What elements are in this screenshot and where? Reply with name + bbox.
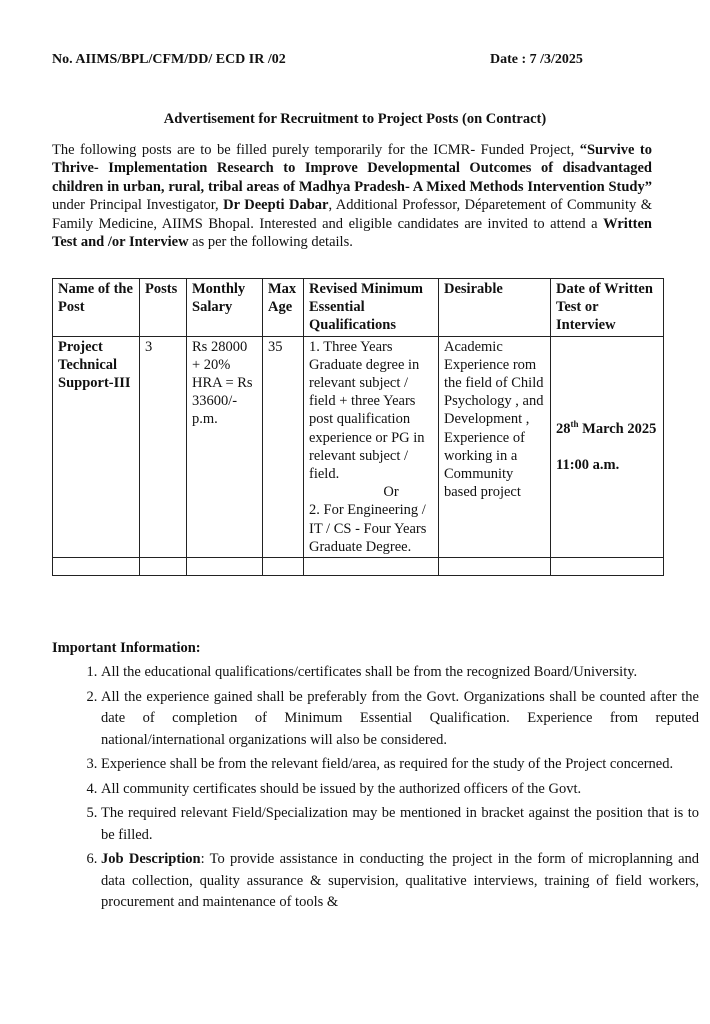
cell-post-name xyxy=(53,336,140,557)
header-post-name: Name of the Post xyxy=(53,279,140,337)
cell-posts: 3 xyxy=(140,336,187,557)
header-max-age: Max Age xyxy=(263,279,304,337)
table-row-empty xyxy=(53,558,664,576)
reference-number: No. AIIMS/BPL/CFM/DD/ ECD IR /02 xyxy=(52,52,286,67)
posts-table xyxy=(52,278,664,576)
table-row xyxy=(53,336,664,557)
important-info-list xyxy=(52,662,699,917)
qualification-2: 2. For Engineering / IT / CS - Four Years Graduate Degree. xyxy=(309,502,427,555)
cell-qualifications xyxy=(304,336,439,557)
job-description-label: Job Description xyxy=(101,851,201,867)
advertisement-title: Advertisement for Recruitment to Project Posts (on Contract) xyxy=(163,111,547,127)
empty-cell xyxy=(439,558,551,576)
empty-cell xyxy=(551,558,664,576)
qualification-1: 1. Three Years Graduate degree in relevant subject / field + three Years post qualification experience or PG in relevant subject / field. xyxy=(309,338,425,483)
empty-cell xyxy=(53,558,140,576)
header-salary: Monthly Salary xyxy=(187,279,263,337)
empty-cell xyxy=(263,558,304,576)
intro-text-2: under Principal Investigator, xyxy=(52,197,224,214)
header-posts: Posts xyxy=(140,279,187,337)
empty-cell xyxy=(140,558,187,576)
cell-test-date xyxy=(551,336,664,557)
header-qualifications: Revised Minimum Essential Qualifications xyxy=(304,279,439,337)
principal-investigator: Dr Deepti Dabar xyxy=(223,197,329,214)
test-day: 28 xyxy=(556,420,571,437)
test-month-year: March 2025 xyxy=(578,420,657,437)
header-desirable: Desirable xyxy=(439,279,551,337)
intro-paragraph xyxy=(52,141,652,251)
list-item-job-description xyxy=(101,849,699,914)
test-time: 11:00 a.m. xyxy=(556,456,620,473)
test-day-suffix: th xyxy=(570,418,579,429)
empty-cell xyxy=(304,558,439,576)
project-title: “Survive to Thrive- Implementation Research to Improve Developmental Outcomes of disadvantaged children in urban, rural, tribal areas of Madhya Pradesh- A Mixed Methods Intervention Study” xyxy=(52,142,653,195)
cell-max-age: 35 xyxy=(263,336,304,557)
post-name: Project Technical Support-III xyxy=(58,338,131,392)
list-item: 5. The required relevant Field/Specialization may be mentioned in bracket against the position that is to be filled. xyxy=(101,803,699,846)
qualification-or: Or xyxy=(383,484,399,501)
list-item: 2. All the experience gained shall be preferably from the Govt. Organizations shall be counted after the date of completion of Minimum Essential Qualification. Experience from reputed national/international organizations will also be considered. xyxy=(101,687,699,752)
list-item: 1. All the educational qualifications/certificates shall be from the recognized Board/University. xyxy=(101,662,699,684)
job-description-text: : To provide assistance in conducting the project in the form of microplanning and data collection, quality assurance & supervision, qualitative interviews, training of field workers, procurement and maintenance of tools & xyxy=(101,851,700,910)
document-date: Date : 7 /3/2025 xyxy=(490,52,583,67)
list-item: 4. All community certificates should be issued by the authorized officers of the Govt. xyxy=(101,779,699,801)
cell-salary: Rs 28000 + 20% HRA = Rs 33600/- p.m. xyxy=(187,336,263,557)
intro-text-3: , Additional Professor, Déparetement of Community & Family Medicine, AIIMS Bhopal. Interested and eligible candidates are invited to attend a xyxy=(52,197,653,232)
test-mode: Written Test and /or Interview xyxy=(52,215,652,251)
table-header-row xyxy=(53,279,664,337)
empty-cell xyxy=(187,558,263,576)
header-test-date: Date of Written Test or Interview xyxy=(551,279,664,337)
important-info-heading: Important Information: xyxy=(52,640,201,656)
intro-text-4: as per the following details. xyxy=(188,234,353,251)
list-item: 3. Experience shall be from the relevant field/area, as required for the study of the Project concerned. xyxy=(101,754,699,776)
cell-desirable: Academic Experience rom the field of Child Psychology , and Development , Experience of working in a Community based project xyxy=(439,336,551,557)
intro-text-1: The following posts are to be filled purely temporarily for the ICMR- Funded Project, xyxy=(52,142,580,158)
